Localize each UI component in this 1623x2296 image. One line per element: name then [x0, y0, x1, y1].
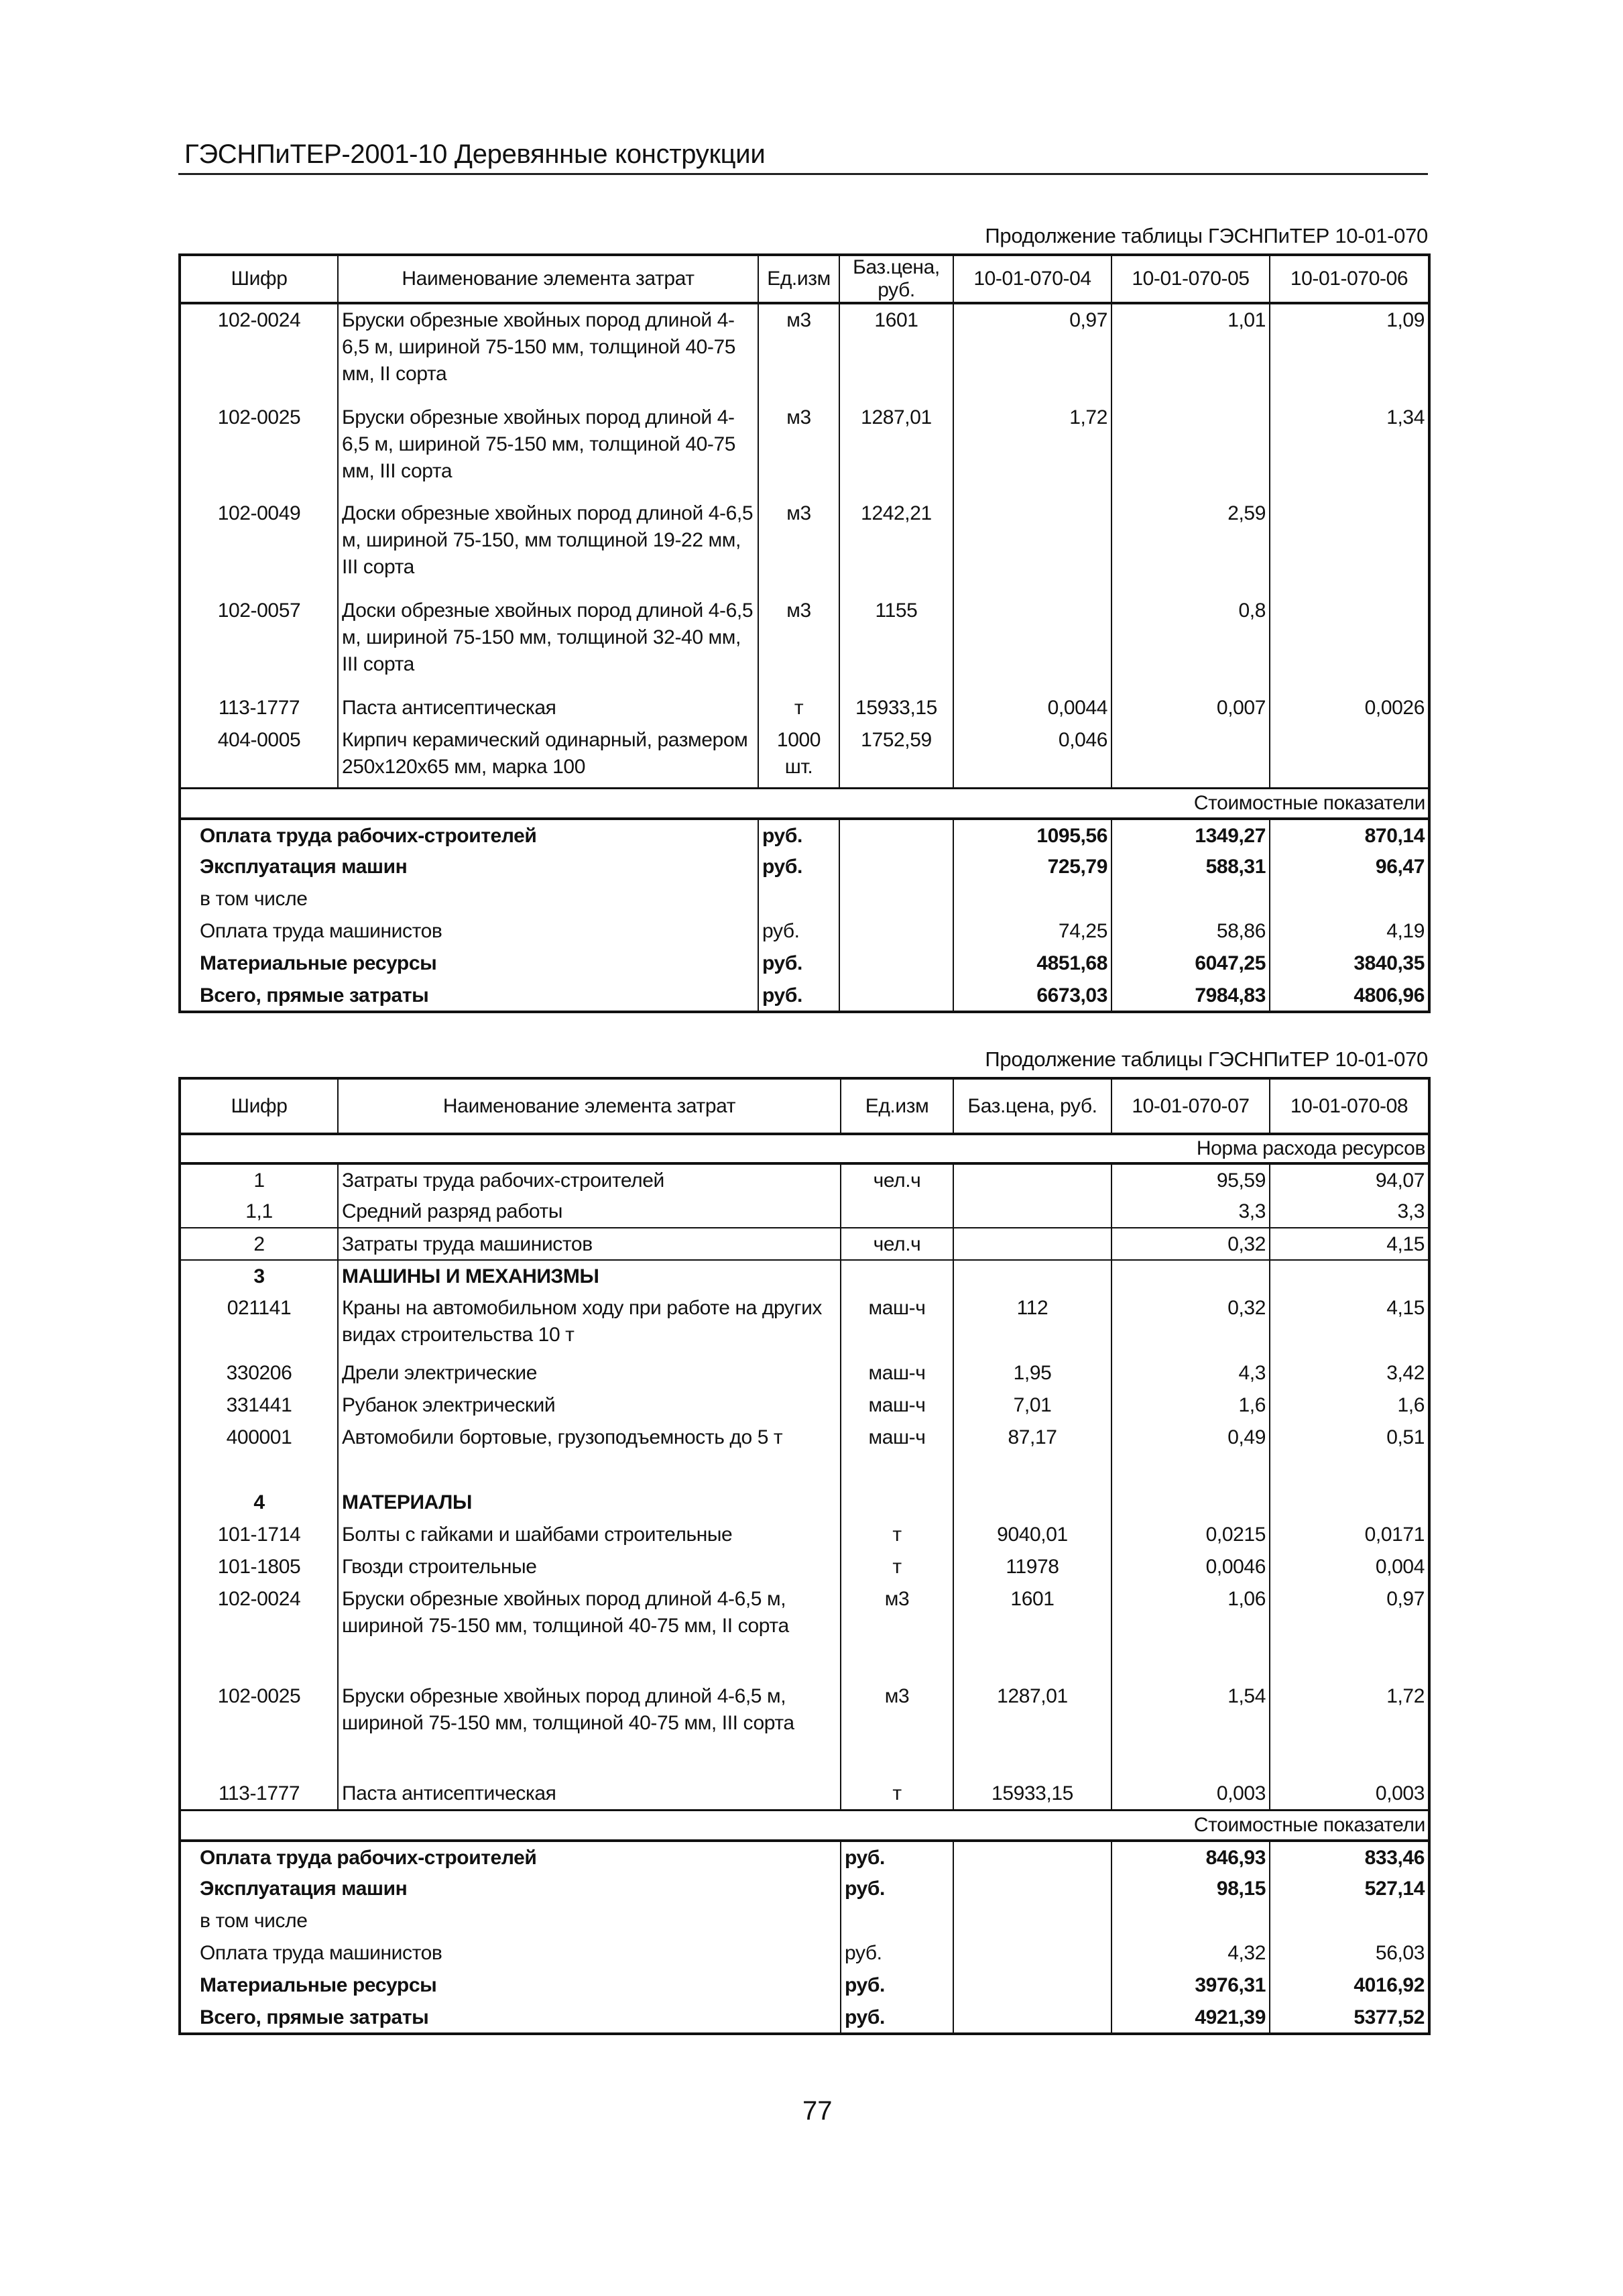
cost-label: Оплата труда машинистов	[180, 1937, 841, 1969]
cost-value: 527,14	[1270, 1873, 1429, 1905]
table-header-row	[180, 1078, 1429, 1134]
cost-value: 4851,68	[953, 948, 1111, 980]
cost-value: 4921,39	[1111, 2002, 1270, 2034]
resource-unit: м3	[841, 1680, 953, 1778]
resource-row	[180, 1196, 1429, 1228]
cost-row	[180, 1937, 1429, 1969]
resource-norm-value	[1270, 595, 1429, 692]
resource-norm-value	[1270, 1487, 1429, 1519]
resource-unit: т	[841, 1519, 953, 1551]
cost-value: 3840,35	[1270, 948, 1429, 980]
cost-value: 846,93	[1111, 1841, 1270, 1873]
section-label: Стоимостные показатели	[180, 1810, 1429, 1841]
cost-value: 7984,83	[1111, 980, 1270, 1012]
resource-row	[180, 1389, 1429, 1422]
resource-norm-value: 3,3	[1111, 1196, 1270, 1228]
column-header: Баз.цена, руб.	[953, 1078, 1111, 1134]
resource-norm-value: 3,3	[1270, 1196, 1429, 1228]
resource-norm-value: 0,0171	[1270, 1519, 1429, 1551]
cost-value: 1095,56	[953, 819, 1111, 851]
resource-code: 2	[180, 1228, 338, 1260]
cost-unit	[841, 1905, 953, 1937]
resource-row	[180, 1292, 1429, 1357]
resource-unit: м3	[758, 498, 839, 595]
cost-value	[1270, 883, 1429, 915]
column-header: 10-01-070-04	[953, 255, 1111, 303]
cost-value: 96,47	[1270, 851, 1429, 883]
resource-norm-value: 0,97	[953, 303, 1111, 402]
resource-base-price: 1242,21	[839, 498, 953, 595]
cost-row	[180, 851, 1429, 883]
cost-price-empty	[839, 915, 953, 948]
cost-label: Эксплуатация машин	[180, 851, 758, 883]
cost-row	[180, 1841, 1429, 1873]
resource-norm-value: 1,72	[953, 402, 1111, 498]
resource-norm-value: 1,09	[1270, 303, 1429, 402]
resource-norm-value	[1270, 498, 1429, 595]
resource-norm-value: 1,6	[1111, 1389, 1270, 1422]
resource-norm-value: 0,0044	[953, 692, 1111, 724]
cost-label: Материальные ресурсы	[180, 1969, 841, 2002]
resource-norm-value: 95,59	[1111, 1163, 1270, 1196]
resource-base-price: 112	[953, 1292, 1111, 1357]
resource-unit	[841, 1196, 953, 1228]
resource-base-price: 1752,59	[839, 724, 953, 788]
resource-base-price: 9040,01	[953, 1519, 1111, 1551]
resource-name: МАШИНЫ И МЕХАНИЗМЫ	[338, 1260, 841, 1292]
resource-code: 102-0024	[180, 303, 338, 402]
resource-code: 102-0025	[180, 402, 338, 498]
resource-norm-value: 0,003	[1270, 1778, 1429, 1810]
resource-base-price: 15933,15	[839, 692, 953, 724]
cost-label: Материальные ресурсы	[180, 948, 758, 980]
resource-row	[180, 402, 1429, 498]
resource-norm-value: 1,34	[1270, 402, 1429, 498]
resource-norm-value: 0,0026	[1270, 692, 1429, 724]
resource-base-price: 87,17	[953, 1422, 1111, 1487]
resource-norm-value: 0,49	[1111, 1422, 1270, 1487]
resource-row	[180, 1680, 1429, 1778]
resource-unit: чел.ч	[841, 1228, 953, 1260]
resource-row	[180, 1422, 1429, 1487]
resource-name: Гвозди строительные	[338, 1551, 841, 1583]
cost-price-empty	[839, 851, 953, 883]
resource-base-price: 1,95	[953, 1357, 1111, 1389]
cost-value: 588,31	[1111, 851, 1270, 883]
resource-norm-value: 0,0215	[1111, 1519, 1270, 1551]
cost-value: 6673,03	[953, 980, 1111, 1012]
resource-unit	[841, 1260, 953, 1292]
resource-norm-value: 0,007	[1111, 692, 1270, 724]
cost-price-empty	[839, 819, 953, 851]
cost-label: в том числе	[180, 1905, 841, 1937]
cost-value: 56,03	[1270, 1937, 1429, 1969]
cost-price-empty	[953, 1841, 1111, 1873]
cost-value: 4806,96	[1270, 980, 1429, 1012]
resource-norm-value	[1111, 724, 1270, 788]
resource-norm-value	[1270, 1260, 1429, 1292]
resource-norm-value: 0,32	[1111, 1292, 1270, 1357]
resource-code: 400001	[180, 1422, 338, 1487]
resource-code: 102-0024	[180, 1583, 338, 1680]
resource-code: 113-1777	[180, 692, 338, 724]
cost-unit: руб.	[841, 1937, 953, 1969]
cost-value: 4016,92	[1270, 1969, 1429, 2002]
resource-name: Дрели электрические	[338, 1357, 841, 1389]
cost-label: в том числе	[180, 883, 758, 915]
resource-norm-value	[1111, 1487, 1270, 1519]
cost-row	[180, 883, 1429, 915]
resource-unit: маш-ч	[841, 1357, 953, 1389]
resource-name: Бруски обрезные хвойных пород длиной 4-6,5 м, шириной 75-150 мм, толщиной 40-75 мм, III сорта	[338, 1680, 841, 1778]
resource-table-2	[178, 1077, 1431, 2035]
cost-row	[180, 915, 1429, 948]
resource-norm-value: 0,0046	[1111, 1551, 1270, 1583]
table1-caption: Продолжение таблицы ГЭСНПиТЕР 10-01-070	[985, 224, 1428, 247]
resource-norm-value	[1270, 724, 1429, 788]
resource-code: 102-0049	[180, 498, 338, 595]
resource-row	[180, 1260, 1429, 1292]
resource-unit: маш-ч	[841, 1389, 953, 1422]
cost-unit: руб.	[841, 1841, 953, 1873]
cost-value	[1270, 1905, 1429, 1937]
resource-code: 101-1714	[180, 1519, 338, 1551]
resource-row	[180, 1583, 1429, 1680]
resource-base-price: 1155	[839, 595, 953, 692]
resource-norm-value: 1,6	[1270, 1389, 1429, 1422]
resource-norm-value: 0,003	[1111, 1778, 1270, 1810]
resource-name: Доски обрезные хвойных пород длиной 4-6,5 м, шириной 75-150 мм, толщиной 32-40 мм, III сорта	[338, 595, 758, 692]
resource-name: Бруски обрезные хвойных пород длиной 4-6,5 м, шириной 75-150 мм, толщиной 40-75 мм, II сорта	[338, 1583, 841, 1680]
column-header: Шифр	[180, 1078, 338, 1134]
resource-norm-value: 1,01	[1111, 303, 1270, 402]
resource-base-price: 15933,15	[953, 1778, 1111, 1810]
column-header: Ед.изм	[841, 1078, 953, 1134]
cost-label: Оплата труда рабочих-строителей	[180, 1841, 841, 1873]
cost-row	[180, 1969, 1429, 2002]
resource-base-price	[953, 1228, 1111, 1260]
column-header: Баз.цена, руб.	[839, 255, 953, 303]
resource-name: Бруски обрезные хвойных пород длиной 4-6,5 м, шириной 75-150 мм, толщиной 40-75 мм, III сорта	[338, 402, 758, 498]
resource-norm-value	[1111, 402, 1270, 498]
resource-norm-value	[953, 595, 1111, 692]
section-label: Норма расхода ресурсов	[180, 1134, 1429, 1163]
cost-unit: руб.	[841, 2002, 953, 2034]
cost-value: 4,19	[1270, 915, 1429, 948]
resource-code: 331441	[180, 1389, 338, 1422]
resource-row	[180, 1519, 1429, 1551]
column-header: 10-01-070-05	[1111, 255, 1270, 303]
resource-norm-value: 94,07	[1270, 1163, 1429, 1196]
resource-unit	[841, 1487, 953, 1519]
resource-name: Болты с гайками и шайбами строительные	[338, 1519, 841, 1551]
cost-value: 6047,25	[1111, 948, 1270, 980]
cost-value: 833,46	[1270, 1841, 1429, 1873]
resource-base-price: 7,01	[953, 1389, 1111, 1422]
cost-unit: руб.	[758, 851, 839, 883]
cost-value: 5377,52	[1270, 2002, 1429, 2034]
resource-name: Паста антисептическая	[338, 1778, 841, 1810]
resource-row	[180, 498, 1429, 595]
cost-value	[1111, 883, 1270, 915]
resource-base-price	[953, 1163, 1111, 1196]
cost-price-empty	[953, 1969, 1111, 2002]
resource-unit: м3	[758, 402, 839, 498]
cost-row	[180, 2002, 1429, 2034]
page-header-title: ГЭСНПиТЕР-2001-10 Деревянные конструкции	[184, 139, 766, 169]
resource-row	[180, 1778, 1429, 1810]
resource-row	[180, 303, 1429, 402]
resource-code: 021141	[180, 1292, 338, 1357]
table2-caption: Продолжение таблицы ГЭСНПиТЕР 10-01-070	[985, 1047, 1428, 1071]
cost-row	[180, 980, 1429, 1012]
column-header: 10-01-070-08	[1270, 1078, 1429, 1134]
cost-unit	[758, 883, 839, 915]
resource-unit: маш-ч	[841, 1422, 953, 1487]
cost-row	[180, 819, 1429, 851]
resource-unit: 1000 шт.	[758, 724, 839, 788]
resource-base-price: 1287,01	[953, 1680, 1111, 1778]
resource-norm-value: 0,51	[1270, 1422, 1429, 1487]
cost-label: Оплата труда рабочих-строителей	[180, 819, 758, 851]
section-label: Стоимостные показатели	[180, 788, 1429, 819]
resource-code: 102-0057	[180, 595, 338, 692]
resource-unit: т	[841, 1778, 953, 1810]
resource-name: Рубанок электрический	[338, 1389, 841, 1422]
resource-base-price	[953, 1487, 1111, 1519]
resource-norm-value: 3,42	[1270, 1357, 1429, 1389]
cost-unit: руб.	[758, 915, 839, 948]
resource-unit: чел.ч	[841, 1163, 953, 1196]
resource-norm-value: 0,32	[1111, 1228, 1270, 1260]
column-header: Шифр	[180, 255, 338, 303]
cost-price-empty	[953, 1905, 1111, 1937]
cost-label: Оплата труда машинистов	[180, 915, 758, 948]
resource-norm-value: 0,8	[1111, 595, 1270, 692]
resource-base-price: 1287,01	[839, 402, 953, 498]
resource-row	[180, 1487, 1429, 1519]
cost-price-empty	[953, 1937, 1111, 1969]
resource-norm-value	[1111, 1260, 1270, 1292]
cost-value: 725,79	[953, 851, 1111, 883]
resource-name: Автомобили бортовые, грузоподъемность до 5 т	[338, 1422, 841, 1487]
cost-value: 4,32	[1111, 1937, 1270, 1969]
cost-price-empty	[839, 980, 953, 1012]
cost-unit: руб.	[758, 819, 839, 851]
resource-norm-value: 2,59	[1111, 498, 1270, 595]
cost-row	[180, 1905, 1429, 1937]
resource-name: Затраты труда рабочих-строителей	[338, 1163, 841, 1196]
resource-norm-value: 4,3	[1111, 1357, 1270, 1389]
resource-name: Средний разряд работы	[338, 1196, 841, 1228]
resource-row	[180, 1163, 1429, 1196]
resource-unit: т	[841, 1551, 953, 1583]
resource-name: МАТЕРИАЛЫ	[338, 1487, 841, 1519]
cost-unit: руб.	[841, 1969, 953, 2002]
resource-unit: м3	[758, 303, 839, 402]
resource-norm-value: 1,06	[1111, 1583, 1270, 1680]
table-header-row	[180, 255, 1429, 303]
resource-norm-value: 4,15	[1270, 1292, 1429, 1357]
resource-table-1	[178, 253, 1431, 1013]
resource-name: Бруски обрезные хвойных пород длиной 4-6,5 м, шириной 75-150 мм, толщиной 40-75 мм, II сорта	[338, 303, 758, 402]
resource-code: 404-0005	[180, 724, 338, 788]
resource-norm-value: 4,15	[1270, 1228, 1429, 1260]
resource-norm-value: 0,97	[1270, 1583, 1429, 1680]
resource-unit: маш-ч	[841, 1292, 953, 1357]
cost-section-row	[180, 1810, 1429, 1841]
resource-row	[180, 692, 1429, 724]
cost-price-empty	[839, 948, 953, 980]
resource-name: Краны на автомобильном ходу при работе на других видах строительства 10 т	[338, 1292, 841, 1357]
resource-row	[180, 1551, 1429, 1583]
cost-label: Эксплуатация машин	[180, 1873, 841, 1905]
resource-code: 3	[180, 1260, 338, 1292]
cost-section-row	[180, 788, 1429, 819]
resource-name: Паста антисептическая	[338, 692, 758, 724]
resource-code: 4	[180, 1487, 338, 1519]
resource-code: 1	[180, 1163, 338, 1196]
cost-value: 98,15	[1111, 1873, 1270, 1905]
resource-base-price	[953, 1260, 1111, 1292]
resource-row	[180, 1228, 1429, 1260]
resource-row	[180, 724, 1429, 788]
cost-row	[180, 1873, 1429, 1905]
cost-value	[1111, 1905, 1270, 1937]
resource-row	[180, 595, 1429, 692]
resource-name: Доски обрезные хвойных пород длиной 4-6,5 м, шириной 75-150, мм толщиной 19-22 мм, III сорта	[338, 498, 758, 595]
norm-section-row	[180, 1134, 1429, 1163]
cost-value	[953, 883, 1111, 915]
cost-value: 3976,31	[1111, 1969, 1270, 2002]
resource-code: 113-1777	[180, 1778, 338, 1810]
column-header: 10-01-070-07	[1111, 1078, 1270, 1134]
cost-label: Всего, прямые затраты	[180, 2002, 841, 2034]
resource-code: 1,1	[180, 1196, 338, 1228]
resource-row	[180, 1357, 1429, 1389]
cost-row	[180, 948, 1429, 980]
resource-unit: м3	[841, 1583, 953, 1680]
cost-unit: руб.	[841, 1873, 953, 1905]
resource-base-price: 11978	[953, 1551, 1111, 1583]
cost-unit: руб.	[758, 948, 839, 980]
resource-base-price	[953, 1196, 1111, 1228]
resource-norm-value: 1,72	[1270, 1680, 1429, 1778]
cost-value: 870,14	[1270, 819, 1429, 851]
column-header: 10-01-070-06	[1270, 255, 1429, 303]
resource-code: 102-0025	[180, 1680, 338, 1778]
resource-code: 330206	[180, 1357, 338, 1389]
resource-unit: м3	[758, 595, 839, 692]
resource-name: Кирпич керамический одинарный, размером 250х120х65 мм, марка 100	[338, 724, 758, 788]
resource-unit: т	[758, 692, 839, 724]
resource-name: Затраты труда машинистов	[338, 1228, 841, 1260]
resource-norm-value: 1,54	[1111, 1680, 1270, 1778]
resource-norm-value: 0,046	[953, 724, 1111, 788]
column-header: Наименование элемента затрат	[338, 1078, 841, 1134]
resource-base-price: 1601	[953, 1583, 1111, 1680]
resource-norm-value: 0,004	[1270, 1551, 1429, 1583]
cost-price-empty	[953, 2002, 1111, 2034]
resource-norm-value	[953, 498, 1111, 595]
cost-label: Всего, прямые затраты	[180, 980, 758, 1012]
cost-value: 58,86	[1111, 915, 1270, 948]
resource-code: 101-1805	[180, 1551, 338, 1583]
column-header: Наименование элемента затрат	[338, 255, 758, 303]
cost-unit: руб.	[758, 980, 839, 1012]
header-divider	[178, 173, 1428, 175]
cost-value: 74,25	[953, 915, 1111, 948]
page-number: 77	[802, 2096, 833, 2126]
resource-base-price: 1601	[839, 303, 953, 402]
column-header: Ед.изм	[758, 255, 839, 303]
cost-price-empty	[953, 1873, 1111, 1905]
cost-price-empty	[839, 883, 953, 915]
cost-value: 1349,27	[1111, 819, 1270, 851]
